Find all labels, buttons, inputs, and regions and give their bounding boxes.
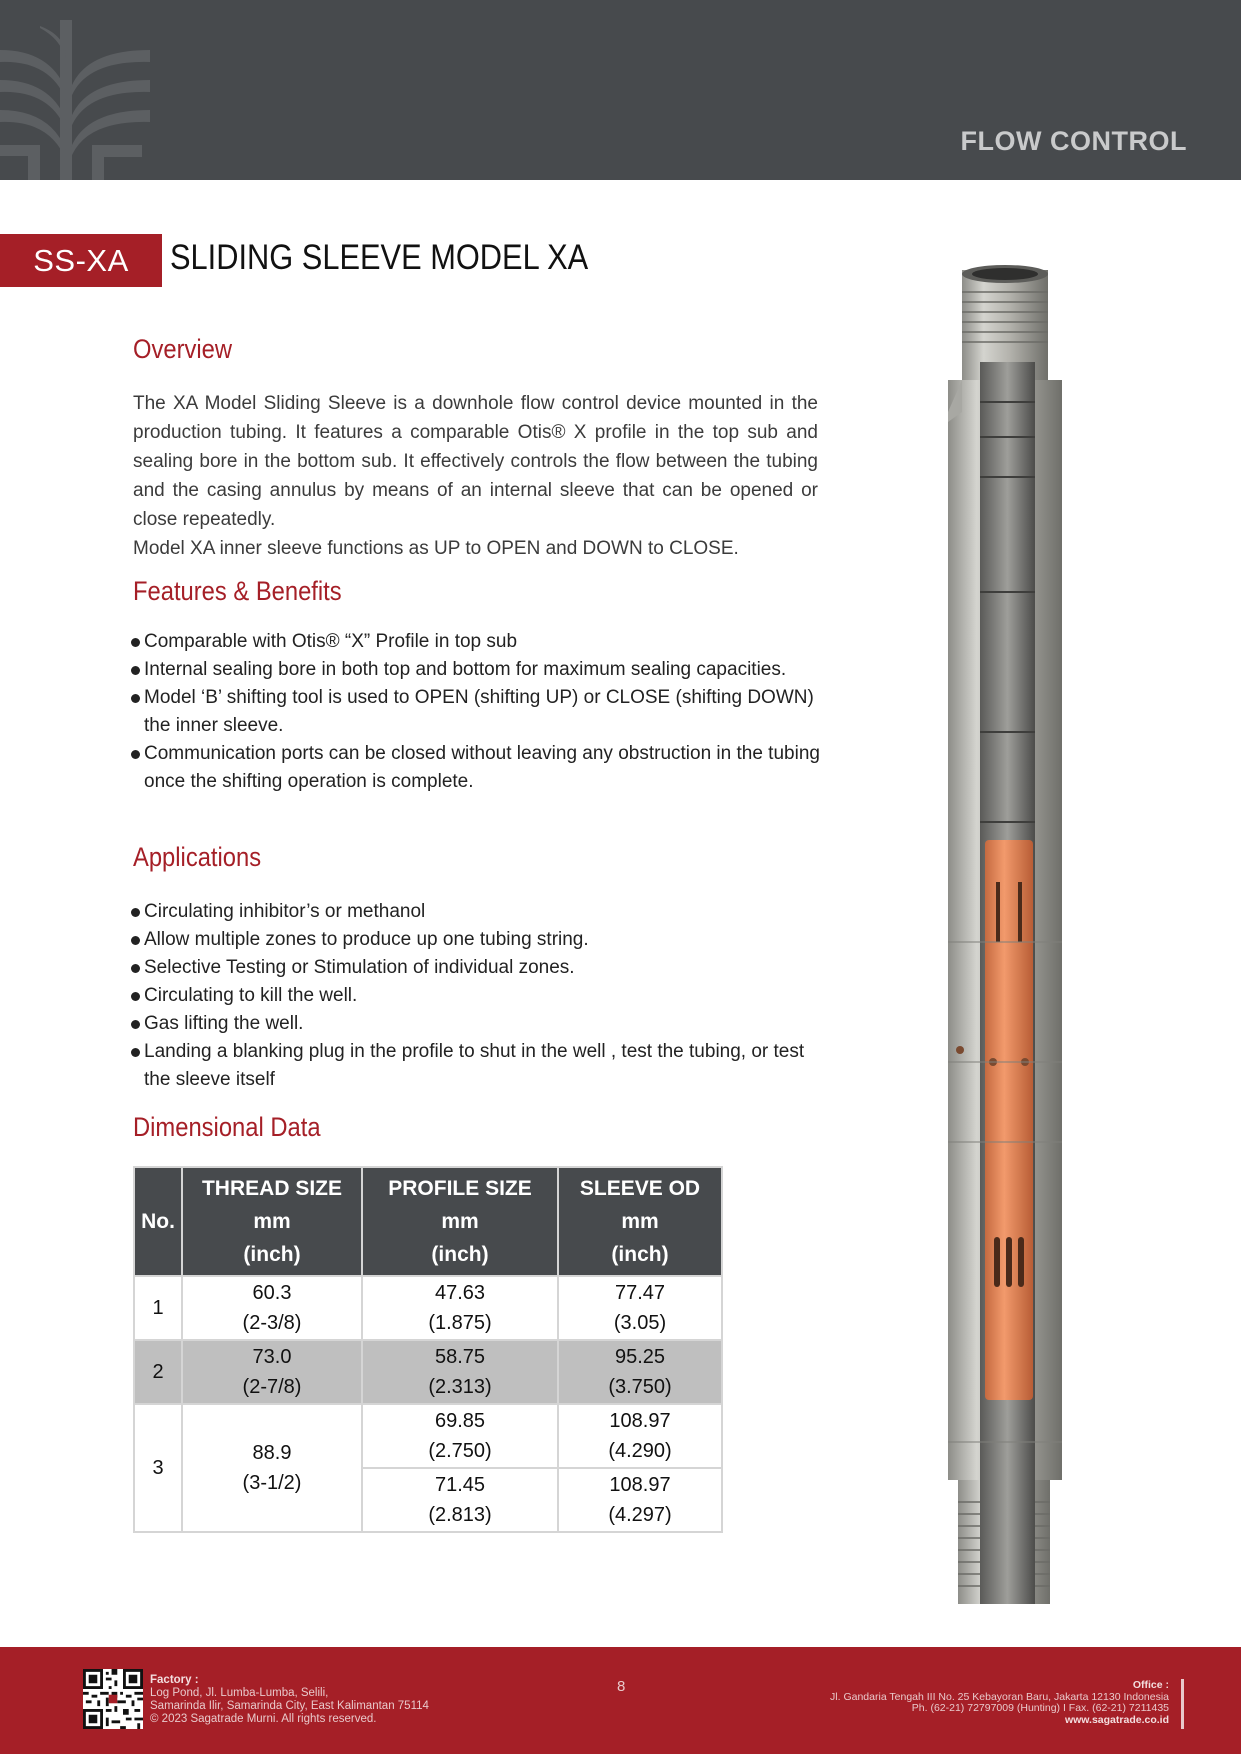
overview-paragraph: The XA Model Sliding Sleeve is a downhole flow control device mounted in the production tubing. It features a comparable Otis® X profile in the top sub and sealing bore in the bottom sub. It effectively controls the flow between the tubing and the casing annulus by means of an internal sleeve that can be opened or close repeatedly. [133, 393, 818, 530]
list-item: Model ‘B’ shifting tool is used to OPEN (shifting UP) or CLOSE (shifting DOWN) the inner sleeve. [128, 684, 828, 740]
features-heading: Features & Benefits [133, 576, 342, 606]
dimensional-table [133, 1166, 723, 1533]
section-label: FLOW CONTROL [960, 126, 1187, 156]
cell-no: 3 [134, 1404, 182, 1532]
list-item: Landing a blanking plug in the profile to shut in the well , test the tubing, or test the sleeve itself [128, 1038, 828, 1094]
cell-no: 2 [134, 1340, 182, 1404]
factory-address: Factory : Log Pond, Jl. Lumba-Lumba, Selili, Samarinda Ilir, Samarinda City, East Kalimantan 75114 © 2023 Sagatrade Murni. All rights reserved. [150, 1674, 429, 1725]
list-item: Comparable with Otis® “X” Profile in top sub [128, 628, 828, 656]
divider [1181, 1679, 1184, 1729]
page-header [0, 0, 1241, 180]
bullet-icon [131, 936, 140, 945]
bullet-icon [131, 1048, 140, 1057]
list-item: Allow multiple zones to produce up one tubing string. [128, 926, 828, 954]
bullet-icon [131, 1020, 140, 1029]
bullet-icon [131, 964, 140, 973]
qr-code-icon [83, 1669, 143, 1729]
page-title: SLIDING SLEEVE MODEL XA [170, 238, 589, 277]
col-profile-header: PROFILE SIZE mm (inch) [362, 1167, 558, 1276]
list-item: Gas lifting the well. [128, 1010, 828, 1038]
table-row [134, 1404, 722, 1468]
table-header-row [134, 1167, 722, 1276]
bullet-icon [131, 750, 140, 759]
cell-sleeve: 108.97 (4.297) [558, 1468, 722, 1532]
col-no-header: No. [134, 1167, 182, 1276]
page-footer [0, 1647, 1241, 1754]
list-item: Circulating inhibitor’s or methanol [128, 898, 828, 926]
dimensional-heading: Dimensional Data [133, 1112, 321, 1142]
cell-profile: 58.75 (2.313) [362, 1340, 558, 1404]
col-sleeve-header: SLEEVE OD mm (inch) [558, 1167, 722, 1276]
bullet-icon [131, 694, 140, 703]
applications-heading: Applications [133, 842, 262, 872]
cell-profile: 71.45 (2.813) [362, 1468, 558, 1532]
features-list [128, 628, 828, 796]
col-thread-header: THREAD SIZE mm (inch) [182, 1167, 362, 1276]
cell-thread: 73.0 (2-7/8) [182, 1340, 362, 1404]
table-row [134, 1340, 722, 1404]
cell-thread: 60.3 (2-3/8) [182, 1276, 362, 1340]
office-address: Office : Jl. Gandaria Tengah III No. 25 Kebayoran Baru, Jakarta 12130 Indonesia Ph. (62-21) 72797009 (Hunting) I Fax. (62-21) 7211435 www.sagatrade.co.id [830, 1679, 1169, 1726]
cell-no: 1 [134, 1276, 182, 1340]
overview-heading: Overview [133, 334, 233, 364]
website-link[interactable]: www.sagatrade.co.id [1064, 1713, 1169, 1726]
page-number: 8 [617, 1678, 626, 1695]
bullet-icon [131, 638, 140, 647]
applications-list [128, 898, 828, 1094]
cell-profile: 47.63 (1.875) [362, 1276, 558, 1340]
tree-emblem-icon [0, 20, 150, 180]
cell-sleeve: 77.47 (3.05) [558, 1276, 722, 1340]
product-code-badge: SS-XA [0, 234, 162, 287]
bullet-icon [131, 666, 140, 675]
bullet-icon [131, 992, 140, 1001]
overview-paragraph: Model XA inner sleeve functions as UP to OPEN and DOWN to CLOSE. [133, 538, 739, 559]
table-row [134, 1276, 722, 1340]
bullet-icon [131, 908, 140, 917]
list-item: Selective Testing or Stimulation of individual zones. [128, 954, 828, 982]
list-item: Circulating to kill the well. [128, 982, 828, 1010]
cell-sleeve: 108.97 (4.290) [558, 1404, 722, 1468]
list-item: Communication ports can be closed without leaving any obstruction in the tubing once the shifting operation is complete. [128, 740, 828, 796]
cell-thread: 88.9 (3-1/2) [182, 1404, 362, 1532]
copyright: © 2023 Sagatrade Murni. All rights reserved. [150, 1713, 377, 1725]
cell-sleeve: 95.25 (3.750) [558, 1340, 722, 1404]
cell-profile: 69.85 (2.750) [362, 1404, 558, 1468]
sliding-sleeve-cutaway-illustration [930, 262, 1080, 1612]
overview-text [133, 389, 818, 563]
list-item: Internal sealing bore in both top and bottom for maximum sealing capacities. [128, 656, 828, 684]
